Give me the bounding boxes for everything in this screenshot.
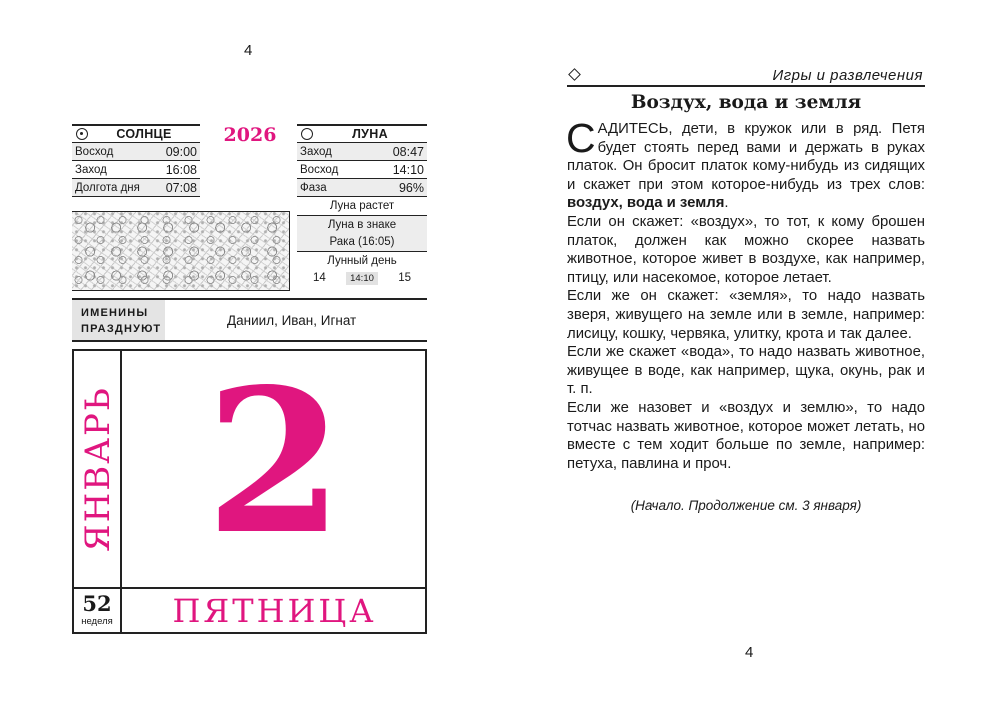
page-number-right: 4 — [745, 644, 754, 661]
paragraph-5: Если же назовет и «воздух и землю», то надо тотчас назвать животное, которое может летать, но вместе с тем ходит больше по земле, например: петуха, павлина и проч. — [567, 399, 925, 472]
moon-sign-label: Луна в знаке — [297, 216, 427, 233]
weekday-name: ПЯТНИЦА — [172, 592, 377, 630]
sun-header — [72, 124, 200, 143]
moon-block — [297, 124, 427, 287]
section-header — [567, 67, 925, 87]
date-box — [72, 345, 427, 634]
section-title: Игры и развлечения — [772, 67, 923, 84]
lunar-day-from: 14 — [313, 272, 326, 284]
day-length-label: Долгота дня — [75, 181, 140, 194]
paragraph-1-bold: воздух, вода и земля — [567, 195, 725, 212]
moonrise-row — [297, 161, 427, 179]
sunset-label: Заход — [75, 163, 107, 176]
lunar-day-label: Лунный день — [327, 254, 397, 267]
moon-phase-label: Фаза — [300, 181, 327, 194]
week-number: 52 — [82, 591, 112, 616]
drop-cap: С — [566, 115, 596, 161]
day-length-row — [72, 179, 200, 197]
moonset-row — [297, 143, 427, 161]
paragraph-1 — [566, 115, 925, 213]
sun-title: СОЛНЦЕ — [116, 127, 172, 141]
diamond-icon — [568, 68, 581, 81]
paragraph-2: Если он скажет: «воздух», то тот, к кому брошен платок, должен как можно скорее назвать животное, которое живет в воздухе, как например, птицу, или насекомое, которое летает. — [567, 213, 925, 286]
paragraph-1-end: . — [724, 195, 729, 212]
sunrise-value: 09:00 — [165, 144, 197, 159]
name-day-row — [72, 298, 427, 342]
article-body — [566, 115, 925, 473]
name-day-label-line1: ИМЕНИНЫ — [81, 307, 149, 319]
sunset-value: 16:08 — [165, 162, 197, 177]
year: 2026 — [223, 124, 277, 146]
name-day-names: Даниил, Иван, Игнат — [227, 313, 357, 328]
weekday-row — [122, 587, 427, 632]
divider — [289, 211, 290, 291]
moonset-label: Заход — [300, 145, 332, 158]
moon-header — [297, 124, 427, 143]
paragraph-4: Если же скажет «вода», то надо назвать животное, живущее в воде, как например, щука, окунь, рак и т. п. — [567, 344, 925, 398]
day-length-value: 07:08 — [165, 180, 197, 195]
moon-icon — [301, 128, 313, 140]
moon-phase-value: 96% — [398, 180, 424, 195]
sunrise-row — [72, 143, 200, 161]
lunar-day-time: 14:10 — [346, 272, 378, 285]
paragraph-1-text: АДИТЕСЬ, дети, в кружок или в ряд. Петя будет стоять перед вами и держать в руках платок. Он бросит платок кому-нибудь из сидящих и скажет при этом которое-нибудь из трех слов: — [567, 121, 925, 193]
name-day-label-line2: ПРАЗДНУЮТ — [81, 323, 162, 335]
lunar-day-to: 15 — [398, 272, 411, 284]
paragraph-3: Если же он скажет: «земля», то надо назвать зверя, живущего на земле или в земле, например: лисицу, кошку, червяка, улитку, крота и так далее. — [567, 288, 925, 342]
name-day-label — [72, 300, 165, 340]
moon-title: ЛУНА — [352, 127, 388, 141]
moon-phase-row — [297, 179, 427, 197]
moon-waxing: Луна растет — [297, 197, 427, 216]
sunset-row — [72, 161, 200, 179]
month-name: ЯНВАРЬ — [78, 386, 118, 552]
calendar-sheet — [72, 124, 427, 634]
sunrise-label: Восход — [75, 145, 114, 158]
article-title: Воздух, вода и земля — [630, 92, 862, 113]
floral-pattern — [72, 211, 289, 291]
continuation-note: (Начало. Продолжение см. 3 января) — [630, 498, 862, 513]
week-cell — [74, 587, 122, 632]
lunar-day-row — [297, 269, 427, 287]
page-number-left: 4 — [244, 42, 253, 59]
moonrise-label: Восход — [300, 163, 339, 176]
moonrise-value: 14:10 — [392, 162, 424, 177]
moon-sign-value: Рака (16:05) — [297, 233, 427, 252]
month-column — [74, 351, 122, 587]
day-number: 2 — [205, 345, 344, 578]
week-label: неделя — [81, 616, 113, 627]
sun-block — [72, 124, 200, 197]
sun-icon — [76, 128, 88, 140]
moonset-value: 08:47 — [392, 144, 424, 159]
